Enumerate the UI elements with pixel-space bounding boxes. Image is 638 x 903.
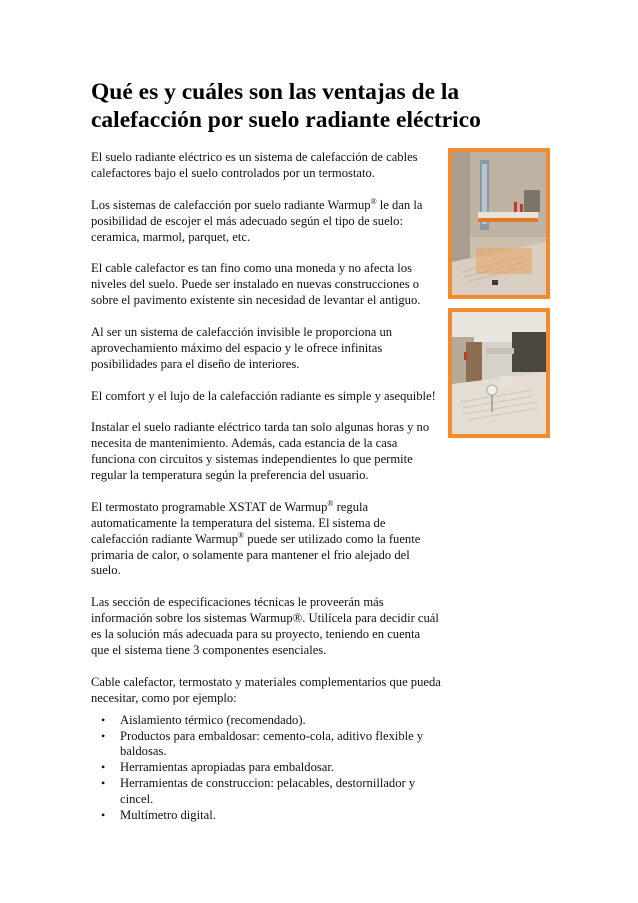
- registered-mark: ®: [327, 498, 334, 508]
- paragraph-materials: Cable calefactor, termostato y materiales complementarios que pueda necesitar, como por ejemplo:: [91, 674, 441, 705]
- kitchen-image: [452, 312, 546, 434]
- registered-mark: ®: [238, 530, 245, 540]
- registered-mark: ®: [370, 196, 377, 206]
- page-title: Qué es y cuáles son las ventajas de la calefacción por suelo radiante eléctrico: [91, 79, 481, 133]
- bathroom-image: [452, 152, 546, 295]
- paragraph-specs: Las sección de especificaciones técnicas le proveerán más información sobre los sistemas Warmup®. Utilícela para decidir cuál es la solución más adecuada para su proyecto, teniendo en cuenta que el sistema tiene 3 componentes esenciales.: [91, 595, 439, 657]
- paragraph-invisible: Al ser un sistema de calefacción invisible le proporciona un aprovechamiento máximo del espacio y le ofrece infinitas posibilidades para el diseño de interiores.: [91, 324, 393, 371]
- paragraph-comfort: El comfort y el lujo de la calefacción radiante es simple y asequible!: [91, 388, 436, 403]
- paragraph-systems-text-b: le dan la posibilidad de escojer el más adecuado según el tipo de suelo: ceramica, marmol, parquet, etc.: [91, 197, 423, 244]
- bathroom-photo: [448, 148, 550, 299]
- paragraph-thermostat-text-c: puede ser utilizado como la fuente primaria de calor, o solamente para mantener el frio alejado del suelo.: [91, 531, 421, 578]
- paragraph-thermostat-text-b: regula automaticamente la temperatura del sistema. El sistema de calefacción radiante Warmup: [91, 499, 386, 546]
- materials-list: [91, 713, 441, 824]
- list-item: • Multímetro digital.: [120, 808, 441, 824]
- paragraph-thermostat: [91, 500, 441, 580]
- paragraph-thermostat-text-a: El termostato programable XSTAT de Warmup: [91, 499, 328, 514]
- paragraph-intro: El suelo radiante eléctrico es un sistema de calefacción de cables calefactores bajo el suelo controlados por un termostato.: [91, 150, 418, 180]
- list-item: • Aislamiento térmico (recomendado).: [120, 713, 441, 729]
- paragraph-cable: El cable calefactor es tan fino como una moneda y no afecta los niveles del suelo. Puede ser instalado en nuevas construcciones o sobre el pavimento existente sin necesidad de levantar el antiguo.: [91, 261, 421, 308]
- article-body: [91, 150, 441, 824]
- kitchen-photo: [448, 308, 550, 438]
- paragraph-systems: [91, 198, 441, 246]
- list-item: • Herramientas apropiadas para embaldosar.: [120, 760, 441, 776]
- list-item: • Herramientas de construccion: pelacables, destornillador y cincel.: [120, 776, 441, 808]
- list-item: • Productos para embaldosar: cemento-cola, aditivo flexible y baldosas.: [120, 729, 441, 761]
- paragraph-install: Instalar el suelo radiante eléctrico tarda tan solo algunas horas y no necesita de mantenimiento. Además, cada estancia de la casa funciona con circuitos y sistemas independientes lo que permite regular la temperatura según la preferencia del usuario.: [91, 420, 430, 483]
- paragraph-systems-text-a: Los sistemas de calefacción por suelo radiante Warmup: [91, 197, 371, 212]
